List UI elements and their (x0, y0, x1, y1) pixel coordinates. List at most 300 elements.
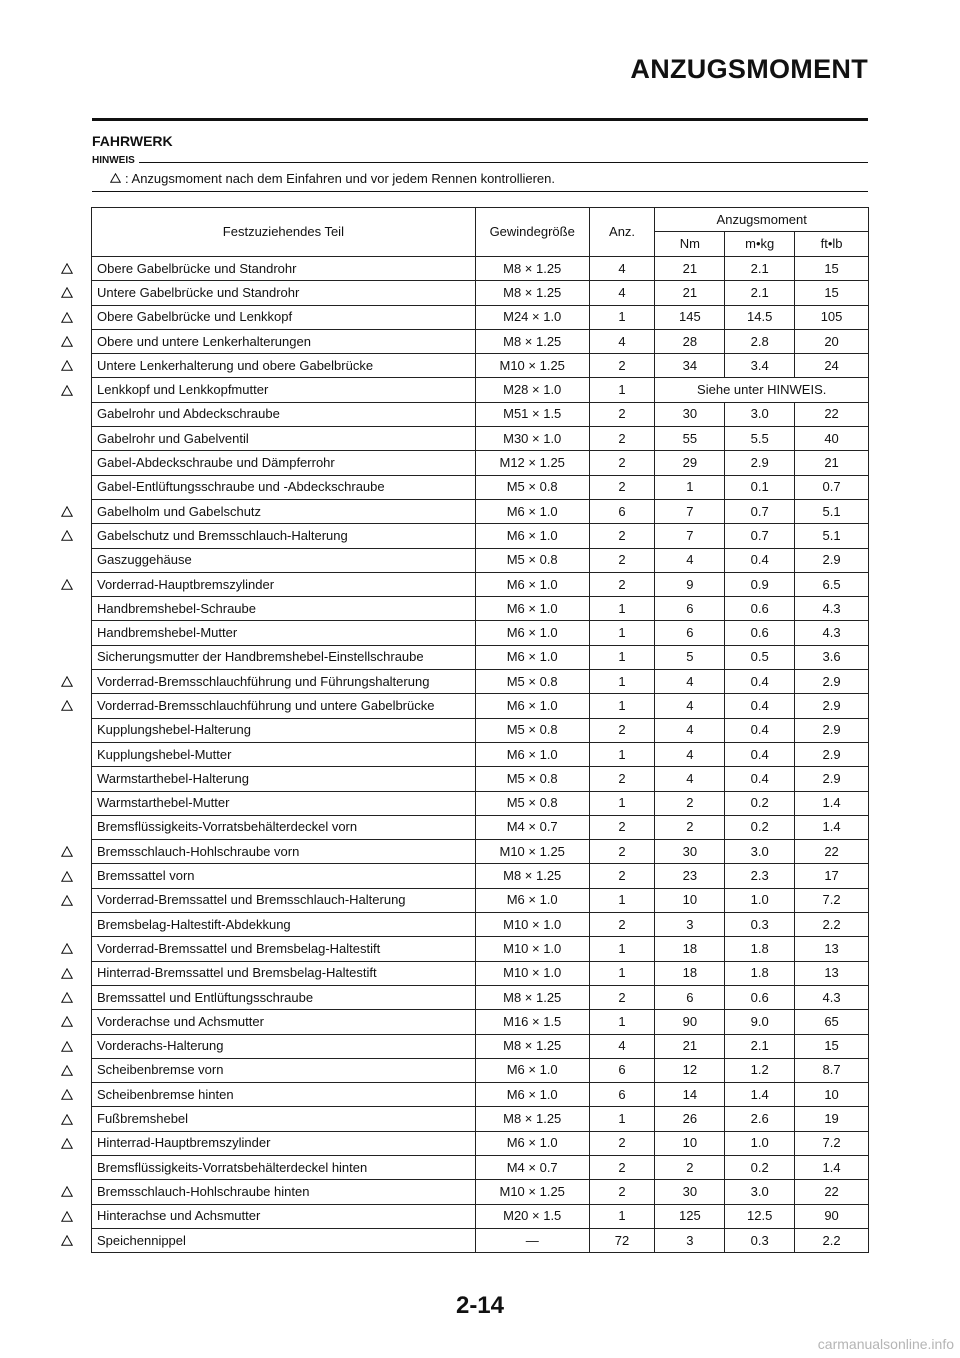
cell-qty: 1 (589, 1107, 655, 1131)
cell-part: Bremsbelag-Haltestift-Abdekkung (92, 913, 476, 937)
cell-thread: M5 × 0.8 (475, 718, 589, 742)
table-row (92, 451, 869, 475)
cell-thread: M6 × 1.0 (475, 1083, 589, 1107)
table-row (92, 1010, 869, 1034)
cell-ftlb: 19 (795, 1107, 869, 1131)
cell-part: Gabelrohr und Gabelventil (92, 427, 476, 451)
triangle-warning-icon (61, 336, 75, 348)
cell-qty: 1 (589, 645, 655, 669)
cell-qty: 1 (589, 791, 655, 815)
cell-thread: M12 × 1.25 (475, 451, 589, 475)
cell-mkg: 0.3 (725, 913, 795, 937)
cell-qty: 2 (589, 402, 655, 426)
cell-thread: M8 × 1.25 (475, 329, 589, 353)
table-row (92, 329, 869, 353)
cell-nm: 2 (655, 1155, 725, 1179)
cell-qty: 4 (589, 281, 655, 305)
cell-qty: 2 (589, 1131, 655, 1155)
cell-nm: 21 (655, 257, 725, 281)
cell-part: Handbremshebel-Mutter (92, 621, 476, 645)
cell-ftlb: 4.3 (795, 597, 869, 621)
cell-mkg: 5.5 (725, 427, 795, 451)
cell-nm: 4 (655, 548, 725, 572)
cell-mkg: 9.0 (725, 1010, 795, 1034)
cell-qty: 2 (589, 1155, 655, 1179)
cell-part: Bremsflüssigkeits-Vorratsbehälterdeckel hinten (92, 1155, 476, 1179)
cell-qty: 2 (589, 475, 655, 499)
cell-qty: 1 (589, 1010, 655, 1034)
cell-mkg: 3.0 (725, 402, 795, 426)
triangle-warning-icon (61, 1138, 75, 1150)
cell-thread: M5 × 0.8 (475, 767, 589, 791)
table-row (92, 767, 869, 791)
header-divider (92, 118, 868, 121)
table-row (92, 475, 869, 499)
cell-part: Kupplungshebel-Mutter (92, 742, 476, 766)
cell-part: Hinterrad-Hauptbremszylinder (92, 1131, 476, 1155)
cell-thread: M24 × 1.0 (475, 305, 589, 329)
table-row (92, 1131, 869, 1155)
table-row (92, 427, 869, 451)
cell-part: Scheibenbremse vorn (92, 1058, 476, 1082)
table-row (92, 354, 869, 378)
cell-qty: 1 (589, 305, 655, 329)
cell-nm: 4 (655, 670, 725, 694)
cell-thread: M30 × 1.0 (475, 427, 589, 451)
cell-part: Warmstarthebel-Halterung (92, 767, 476, 791)
note-divider-top (92, 162, 868, 163)
triangle-warning-icon (61, 1211, 75, 1223)
cell-thread: M10 × 1.0 (475, 913, 589, 937)
cell-nm: 6 (655, 621, 725, 645)
cell-thread: M10 × 1.25 (475, 354, 589, 378)
cell-nm: 30 (655, 402, 725, 426)
cell-mkg: 0.4 (725, 670, 795, 694)
cell-mkg: 2.8 (725, 329, 795, 353)
cell-ftlb: 22 (795, 1180, 869, 1204)
cell-part: Vorderachs-Halterung (92, 1034, 476, 1058)
cell-part: Fußbremshebel (92, 1107, 476, 1131)
triangle-warning-icon (61, 385, 75, 397)
cell-nm: 21 (655, 1034, 725, 1058)
table-row (92, 1058, 869, 1082)
cell-qty: 1 (589, 937, 655, 961)
cell-part: Obere Gabelbrücke und Lenkkopf (92, 305, 476, 329)
table-row (92, 305, 869, 329)
cell-part: Bremsschlauch-Hohlschraube hinten (92, 1180, 476, 1204)
cell-mkg: 0.1 (725, 475, 795, 499)
cell-nm: 3 (655, 1228, 725, 1252)
cell-qty: 2 (589, 718, 655, 742)
cell-mkg: 1.2 (725, 1058, 795, 1082)
cell-nm: 4 (655, 742, 725, 766)
cell-ftlb: 1.4 (795, 791, 869, 815)
cell-thread: M8 × 1.25 (475, 257, 589, 281)
cell-thread: M6 × 1.0 (475, 499, 589, 523)
cell-ftlb: 2.9 (795, 718, 869, 742)
cell-nm: 7 (655, 499, 725, 523)
cell-qty: 2 (589, 864, 655, 888)
cell-ftlb: 2.2 (795, 1228, 869, 1252)
cell-part: Gabel-Abdeckschraube und Dämpferrohr (92, 451, 476, 475)
table-row (92, 888, 869, 912)
cell-part: Vorderrad-Bremssattel und Bremsschlauch-Halterung (92, 888, 476, 912)
note-divider-bottom (92, 191, 868, 192)
cell-ftlb: 2.9 (795, 694, 869, 718)
cell-qty: 2 (589, 572, 655, 596)
cell-ftlb: 2.9 (795, 670, 869, 694)
triangle-warning-icon (61, 1186, 75, 1198)
cell-part: Warmstarthebel-Mutter (92, 791, 476, 815)
triangle-warning-icon (61, 1041, 75, 1053)
table-row (92, 378, 869, 402)
cell-part: Bremsflüssigkeits-Vorratsbehälterdeckel vorn (92, 815, 476, 839)
cell-part: Vorderrad-Hauptbremszylinder (92, 572, 476, 596)
cell-qty: 6 (589, 1083, 655, 1107)
cell-part: Sicherungsmutter der Handbremshebel-Einstellschraube (92, 645, 476, 669)
cell-part: Handbremshebel-Schraube (92, 597, 476, 621)
note-label: HINWEIS (92, 155, 139, 166)
cell-qty: 1 (589, 888, 655, 912)
cell-nm: 23 (655, 864, 725, 888)
triangle-warning-icon (61, 312, 75, 324)
cell-part: Gaszuggehäuse (92, 548, 476, 572)
cell-nm: 30 (655, 840, 725, 864)
cell-thread: M8 × 1.25 (475, 1107, 589, 1131)
cell-part: Gabel-Entlüftungsschraube und -Abdeckschraube (92, 475, 476, 499)
triangle-warning-icon (61, 992, 75, 1004)
table-row (92, 402, 869, 426)
cell-part: Vorderrad-Bremsschlauchführung und untere Gabelbrücke (92, 694, 476, 718)
triangle-warning-icon (61, 360, 75, 372)
table-row (92, 645, 869, 669)
cell-qty: 1 (589, 670, 655, 694)
cell-torque-note: Siehe unter HINWEIS. (655, 378, 869, 402)
cell-qty: 1 (589, 961, 655, 985)
cell-mkg: 0.4 (725, 767, 795, 791)
cell-qty: 1 (589, 694, 655, 718)
cell-mkg: 0.6 (725, 985, 795, 1009)
cell-ftlb: 5.1 (795, 524, 869, 548)
cell-thread: M51 × 1.5 (475, 402, 589, 426)
cell-nm: 10 (655, 1131, 725, 1155)
cell-ftlb: 40 (795, 427, 869, 451)
cell-thread: M28 × 1.0 (475, 378, 589, 402)
table-row (92, 961, 869, 985)
cell-qty: 1 (589, 597, 655, 621)
table-row (92, 815, 869, 839)
cell-nm: 6 (655, 597, 725, 621)
cell-nm: 29 (655, 451, 725, 475)
cell-thread: M5 × 0.8 (475, 475, 589, 499)
cell-ftlb: 5.1 (795, 499, 869, 523)
table-row (92, 1204, 869, 1228)
cell-ftlb: 65 (795, 1010, 869, 1034)
cell-nm: 4 (655, 694, 725, 718)
table-row (92, 597, 869, 621)
cell-qty: 1 (589, 378, 655, 402)
cell-thread: M8 × 1.25 (475, 1034, 589, 1058)
cell-mkg: 1.8 (725, 961, 795, 985)
cell-thread: M6 × 1.0 (475, 621, 589, 645)
cell-nm: 14 (655, 1083, 725, 1107)
triangle-warning-icon (61, 1114, 75, 1126)
cell-mkg: 3.4 (725, 354, 795, 378)
triangle-warning-icon (61, 943, 75, 955)
cell-nm: 4 (655, 718, 725, 742)
table-row (92, 840, 869, 864)
cell-qty: 4 (589, 329, 655, 353)
cell-mkg: 1.4 (725, 1083, 795, 1107)
cell-nm: 18 (655, 961, 725, 985)
triangle-warning-icon (61, 287, 75, 299)
cell-thread: M16 × 1.5 (475, 1010, 589, 1034)
triangle-warning-icon (61, 1235, 75, 1247)
cell-ftlb: 2.9 (795, 742, 869, 766)
cell-thread: M10 × 1.25 (475, 1180, 589, 1204)
table-row (92, 718, 869, 742)
table-row (92, 1107, 869, 1131)
note-separator: : (125, 171, 129, 186)
header-thread: Gewindegröße (475, 208, 589, 257)
triangle-warning-icon (61, 1016, 75, 1028)
cell-qty: 6 (589, 499, 655, 523)
cell-ftlb: 2.2 (795, 913, 869, 937)
cell-ftlb: 7.2 (795, 888, 869, 912)
cell-thread: — (475, 1228, 589, 1252)
table-row (92, 281, 869, 305)
cell-qty: 2 (589, 524, 655, 548)
cell-ftlb: 13 (795, 937, 869, 961)
cell-nm: 34 (655, 354, 725, 378)
cell-thread: M6 × 1.0 (475, 572, 589, 596)
cell-part: Hinterrad-Bremssattel und Bremsbelag-Haltestift (92, 961, 476, 985)
table-row (92, 913, 869, 937)
cell-thread: M5 × 0.8 (475, 670, 589, 694)
table-row (92, 1034, 869, 1058)
cell-ftlb: 24 (795, 354, 869, 378)
cell-ftlb: 21 (795, 451, 869, 475)
cell-thread: M6 × 1.0 (475, 524, 589, 548)
cell-nm: 2 (655, 815, 725, 839)
cell-nm: 3 (655, 913, 725, 937)
cell-mkg: 2.9 (725, 451, 795, 475)
cell-nm: 26 (655, 1107, 725, 1131)
cell-ftlb: 2.9 (795, 767, 869, 791)
table-row (92, 1228, 869, 1252)
cell-thread: M6 × 1.0 (475, 1058, 589, 1082)
cell-mkg: 0.6 (725, 597, 795, 621)
cell-ftlb: 20 (795, 329, 869, 353)
cell-mkg: 0.2 (725, 791, 795, 815)
cell-thread: M6 × 1.0 (475, 597, 589, 621)
cell-nm: 9 (655, 572, 725, 596)
cell-qty: 2 (589, 1180, 655, 1204)
cell-nm: 28 (655, 329, 725, 353)
cell-ftlb: 3.6 (795, 645, 869, 669)
cell-mkg: 1.0 (725, 1131, 795, 1155)
cell-mkg: 0.5 (725, 645, 795, 669)
note (110, 171, 555, 186)
cell-nm: 12 (655, 1058, 725, 1082)
triangle-warning-icon (61, 1089, 75, 1101)
header-part: Festzuziehendes Teil (92, 208, 476, 257)
cell-ftlb: 0.7 (795, 475, 869, 499)
cell-mkg: 0.7 (725, 524, 795, 548)
cell-qty: 2 (589, 427, 655, 451)
table-row (92, 791, 869, 815)
cell-part: Vorderrad-Bremsschlauchführung und Führungshalterung (92, 670, 476, 694)
table-row (92, 499, 869, 523)
cell-qty: 2 (589, 451, 655, 475)
triangle-warning-icon (61, 871, 75, 883)
cell-mkg: 3.0 (725, 1180, 795, 1204)
cell-mkg: 0.4 (725, 548, 795, 572)
triangle-warning-icon (61, 263, 75, 275)
cell-ftlb: 4.3 (795, 621, 869, 645)
cell-nm: 2 (655, 791, 725, 815)
cell-thread: M8 × 1.25 (475, 281, 589, 305)
triangle-warning-icon (61, 700, 75, 712)
cell-part: Hinterachse und Achsmutter (92, 1204, 476, 1228)
cell-mkg: 0.2 (725, 1155, 795, 1179)
cell-thread: M8 × 1.25 (475, 985, 589, 1009)
cell-thread: M6 × 1.0 (475, 888, 589, 912)
table-row (92, 1155, 869, 1179)
cell-nm: 7 (655, 524, 725, 548)
header-mkg: m•kg (725, 232, 795, 257)
cell-thread: M4 × 0.7 (475, 815, 589, 839)
triangle-warning-icon (61, 579, 75, 591)
cell-thread: M4 × 0.7 (475, 1155, 589, 1179)
cell-mkg: 0.9 (725, 572, 795, 596)
cell-thread: M5 × 0.8 (475, 791, 589, 815)
cell-qty: 4 (589, 1034, 655, 1058)
cell-nm: 5 (655, 645, 725, 669)
cell-ftlb: 6.5 (795, 572, 869, 596)
cell-part: Bremssattel und Entlüftungsschraube (92, 985, 476, 1009)
cell-mkg: 2.1 (725, 1034, 795, 1058)
table-row (92, 1180, 869, 1204)
cell-qty: 6 (589, 1058, 655, 1082)
table-row (92, 694, 869, 718)
cell-thread: M6 × 1.0 (475, 694, 589, 718)
header-nm: Nm (655, 232, 725, 257)
cell-ftlb: 7.2 (795, 1131, 869, 1155)
cell-ftlb: 22 (795, 402, 869, 426)
cell-mkg: 2.1 (725, 257, 795, 281)
cell-qty: 2 (589, 767, 655, 791)
cell-part: Gabelrohr und Abdeckschraube (92, 402, 476, 426)
cell-qty: 2 (589, 840, 655, 864)
cell-qty: 2 (589, 354, 655, 378)
cell-ftlb: 8.7 (795, 1058, 869, 1082)
cell-part: Speichennippel (92, 1228, 476, 1252)
cell-ftlb: 90 (795, 1204, 869, 1228)
triangle-warning-icon (110, 171, 121, 186)
triangle-warning-icon (61, 968, 75, 980)
cell-ftlb: 15 (795, 1034, 869, 1058)
cell-mkg: 0.3 (725, 1228, 795, 1252)
cell-thread: M10 × 1.0 (475, 961, 589, 985)
table-row (92, 670, 869, 694)
triangle-warning-icon (61, 676, 75, 688)
table-row (92, 572, 869, 596)
table-row (92, 1083, 869, 1107)
cell-thread: M6 × 1.0 (475, 1131, 589, 1155)
cell-nm: 30 (655, 1180, 725, 1204)
cell-mkg: 0.4 (725, 694, 795, 718)
triangle-warning-icon (61, 506, 75, 518)
cell-qty: 1 (589, 742, 655, 766)
cell-part: Obere und untere Lenkerhalterungen (92, 329, 476, 353)
cell-part: Lenkkopf und Lenkkopfmutter (92, 378, 476, 402)
cell-mkg: 12.5 (725, 1204, 795, 1228)
cell-nm: 6 (655, 985, 725, 1009)
cell-part: Bremsschlauch-Hohlschraube vorn (92, 840, 476, 864)
cell-nm: 145 (655, 305, 725, 329)
cell-part: Vorderachse und Achsmutter (92, 1010, 476, 1034)
cell-qty: 2 (589, 985, 655, 1009)
cell-nm: 55 (655, 427, 725, 451)
header-torque: Anzugsmoment (655, 208, 869, 232)
cell-ftlb: 17 (795, 864, 869, 888)
note-text: Anzugsmoment nach dem Einfahren und vor jedem Rennen kontrollieren. (131, 171, 555, 186)
cell-mkg: 2.6 (725, 1107, 795, 1131)
cell-mkg: 2.3 (725, 864, 795, 888)
cell-mkg: 14.5 (725, 305, 795, 329)
cell-mkg: 0.4 (725, 718, 795, 742)
cell-mkg: 0.6 (725, 621, 795, 645)
triangle-warning-icon (61, 530, 75, 542)
cell-ftlb: 15 (795, 281, 869, 305)
cell-part: Kupplungshebel-Halterung (92, 718, 476, 742)
cell-nm: 4 (655, 767, 725, 791)
cell-mkg: 0.4 (725, 742, 795, 766)
header-ftlb: ft•lb (795, 232, 869, 257)
cell-mkg: 0.7 (725, 499, 795, 523)
section-title: FAHRWERK (92, 133, 173, 149)
cell-mkg: 1.8 (725, 937, 795, 961)
cell-nm: 125 (655, 1204, 725, 1228)
header-qty: Anz. (589, 208, 655, 257)
torque-table (91, 207, 869, 1253)
cell-ftlb: 2.9 (795, 548, 869, 572)
cell-part: Untere Lenkerhalterung und obere Gabelbrücke (92, 354, 476, 378)
cell-nm: 90 (655, 1010, 725, 1034)
cell-qty: 1 (589, 621, 655, 645)
cell-thread: M10 × 1.25 (475, 840, 589, 864)
table-row (92, 864, 869, 888)
cell-qty: 2 (589, 815, 655, 839)
cell-ftlb: 13 (795, 961, 869, 985)
page-number: 2-14 (455, 1292, 505, 1319)
cell-thread: M10 × 1.0 (475, 937, 589, 961)
cell-nm: 21 (655, 281, 725, 305)
cell-qty: 1 (589, 1204, 655, 1228)
cell-qty: 2 (589, 913, 655, 937)
table-row (92, 985, 869, 1009)
cell-part: Vorderrad-Bremssattel und Bremsbelag-Haltestift (92, 937, 476, 961)
cell-part: Scheibenbremse hinten (92, 1083, 476, 1107)
cell-ftlb: 4.3 (795, 985, 869, 1009)
table-row (92, 548, 869, 572)
watermark: carmanualsonline.info (817, 1336, 954, 1352)
table-row (92, 621, 869, 645)
triangle-warning-icon (61, 846, 75, 858)
cell-ftlb: 15 (795, 257, 869, 281)
cell-thread: M8 × 1.25 (475, 864, 589, 888)
